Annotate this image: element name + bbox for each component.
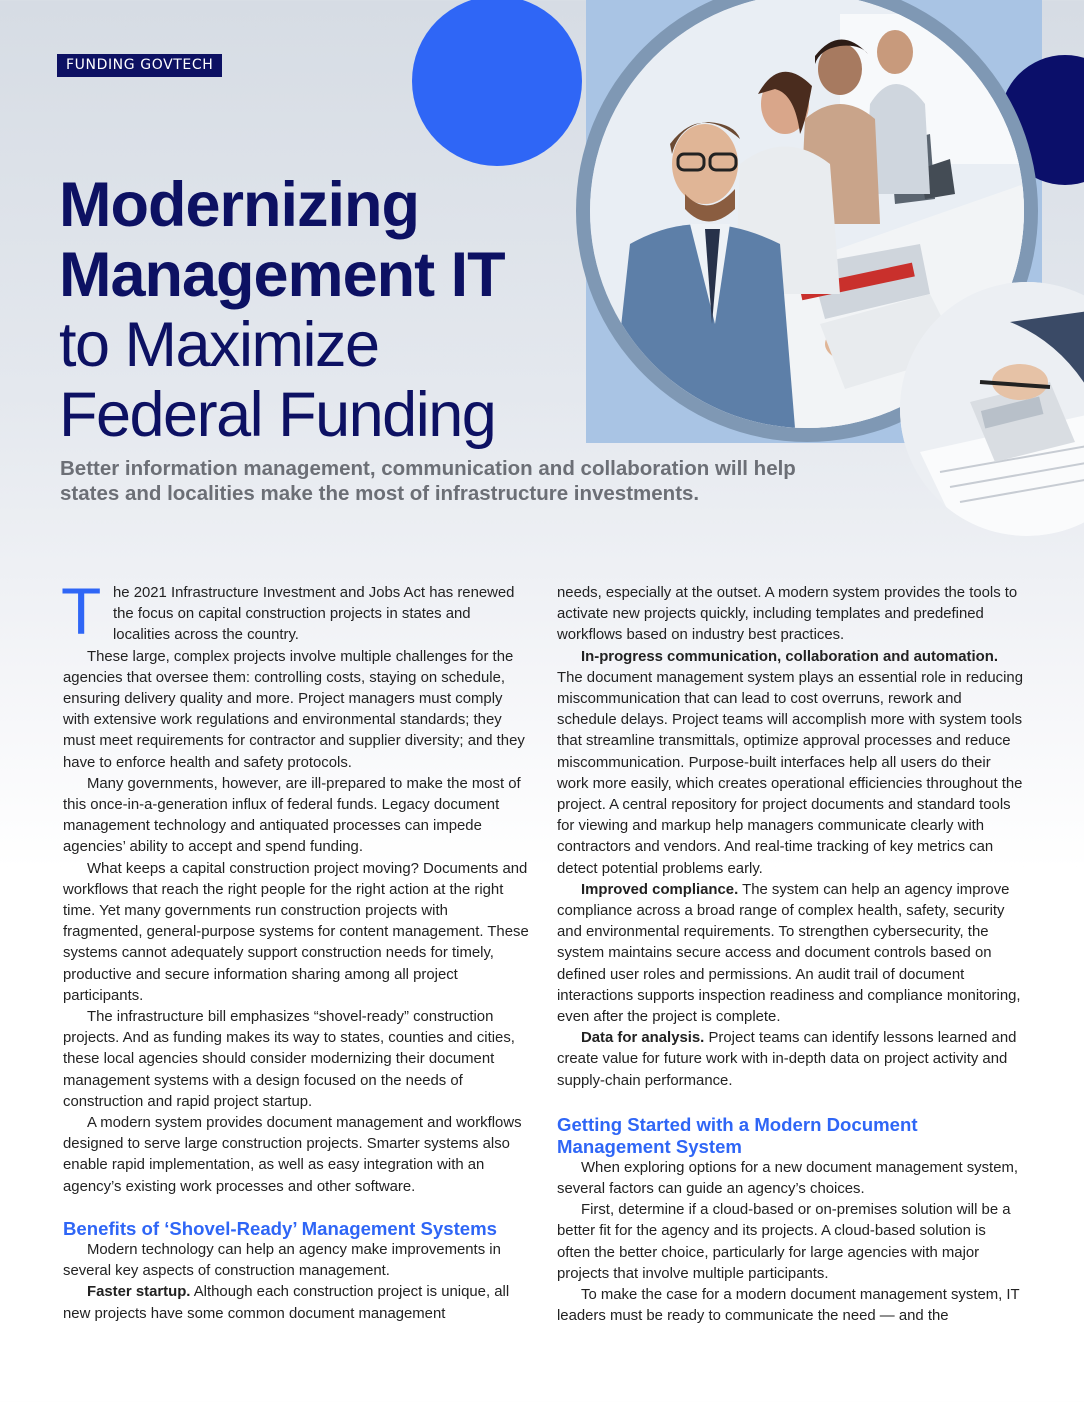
page-subtitle: Better information management, communication and collaboration will help states and localities make the most of infrastructure investments.	[60, 457, 796, 505]
paragraph: When exploring options for a new document management system, several factors can guide an agency’s choices.	[557, 1159, 1019, 1198]
decorative-blue-circle	[412, 0, 582, 166]
right-column	[557, 583, 1023, 1328]
paragraph: The infrastructure bill emphasizes “shovel-ready” construction projects. And as funding makes its way to states, counties and cities, these local agencies should consider modernizing their document management systems with a design focused on the needs of construction and rapid project startup.	[63, 1009, 515, 1110]
title-line-3: to Maximize	[59, 310, 379, 380]
paragraph-text: The document management system plays an essential role in reducing miscommunication that can lead to cost overruns, rework and schedule delays. Project teams will accomplish more with system tools that streamline transmittals, optimize approval processes and reduce miscommunication. Purpose-built interfaces help all users do their work more easily, which creates operational efficiencies throughout the project. A central repository for project documents and standard tools for viewing and markup help managers communicate clearly with contractors and vendors. And real-time tracking of key metrics can detect potential problems early.	[557, 669, 1023, 877]
paragraph-text: Although each construction project is unique, all new projects have some common document management	[63, 1284, 510, 1322]
paragraph: These large, complex projects involve multiple challenges for the agencies that oversee them: controlling costs, staying on schedule, ensuring delivery quality and more. Project managers must comply with extensive work regulations and environmental standards; they must meet requirements for contractor and supplier diversity; and they have to enforce health and safety protocols.	[63, 648, 525, 771]
drop-cap: T	[61, 574, 102, 648]
paragraph-text: Project teams can identify lessons learned and create value for future work with in-depth data on project activity and supply-chain performance.	[557, 1030, 1017, 1089]
paragraph-compliance	[557, 880, 1023, 1028]
title-line-2: Management IT	[59, 240, 505, 310]
intro-paragraph	[61, 574, 531, 648]
paragraph: Many governments, however, are ill-prepared to make the most of this once-in-a-generation influx of federal funds. Legacy document management technology and antiquated processes can impede agencies’ ability to accept and spend funding.	[63, 775, 521, 856]
paragraph: First, determine if a cloud-based or on-premises solution will be a better fit for the agency and its projects. A cloud-based solution is often the better choice, particularly for large agencies with major projects that involve multiple participants.	[557, 1202, 1011, 1282]
paragraph: To make the case for a modern document management system, IT leaders must be ready to communicate the need — and the	[557, 1287, 1020, 1325]
intro-text: he 2021 Infrastructure Investment and Jobs Act has renewed the focus on capital construction projects in states and localities across the country.	[113, 585, 515, 644]
left-column	[61, 574, 531, 1325]
paragraph-faster-startup	[63, 1282, 531, 1324]
paragraph-data-analysis	[557, 1028, 1023, 1092]
paragraph: Modern technology can help an agency make improvements in several key aspects of construction management.	[63, 1241, 501, 1280]
page-title	[59, 170, 505, 450]
title-line-4: Federal Funding	[59, 380, 496, 450]
run-in-heading: Improved compliance.	[581, 881, 739, 898]
paragraph: needs, especially at the outset. A modern system provides the tools to activate new projects quickly, including templates and predefined workflows based on industry best practices.	[557, 585, 1018, 644]
title-line-1: Modernizing	[59, 170, 419, 240]
paragraph-text: The system can help an agency improve compliance across a broad range of complex health, safety, security and environmental requirements. To strengthen cybersecurity, the system maintains secure access and document controls based on defined user roles and permissions. An audit trail of document interactions supports inspection readiness and compliance monitoring, even after the project is complete.	[557, 881, 1021, 1026]
paragraph: A modern system provides document management and workflows designed to serve large construction projects. Smarter systems also enable rapid implementation, as well as easy integration with an agency’s existing work processes and other software.	[63, 1115, 522, 1195]
section-heading-getting-started: Getting Started with a Modern Document Management System	[557, 1113, 918, 1157]
run-in-heading: In-progress communication, collaboration and automation.	[581, 648, 998, 665]
run-in-heading: Faster startup.	[87, 1284, 191, 1301]
paragraph-communication	[557, 647, 1023, 880]
run-in-heading: Data for analysis.	[581, 1030, 705, 1047]
paragraph: What keeps a capital construction project moving? Documents and workflows that reach the right people for the right action at the right time. Yet many governments run construction projects with fragmented, general-purpose systems for content management. These systems cannot adequately support construction needs for timely, productive and secure information sharing among all project participants.	[63, 860, 529, 1004]
category-tag: FUNDING GOVTECH	[57, 54, 222, 77]
section-heading-benefits: Benefits of ‘Shovel-Ready’ Management Systems	[63, 1217, 497, 1239]
